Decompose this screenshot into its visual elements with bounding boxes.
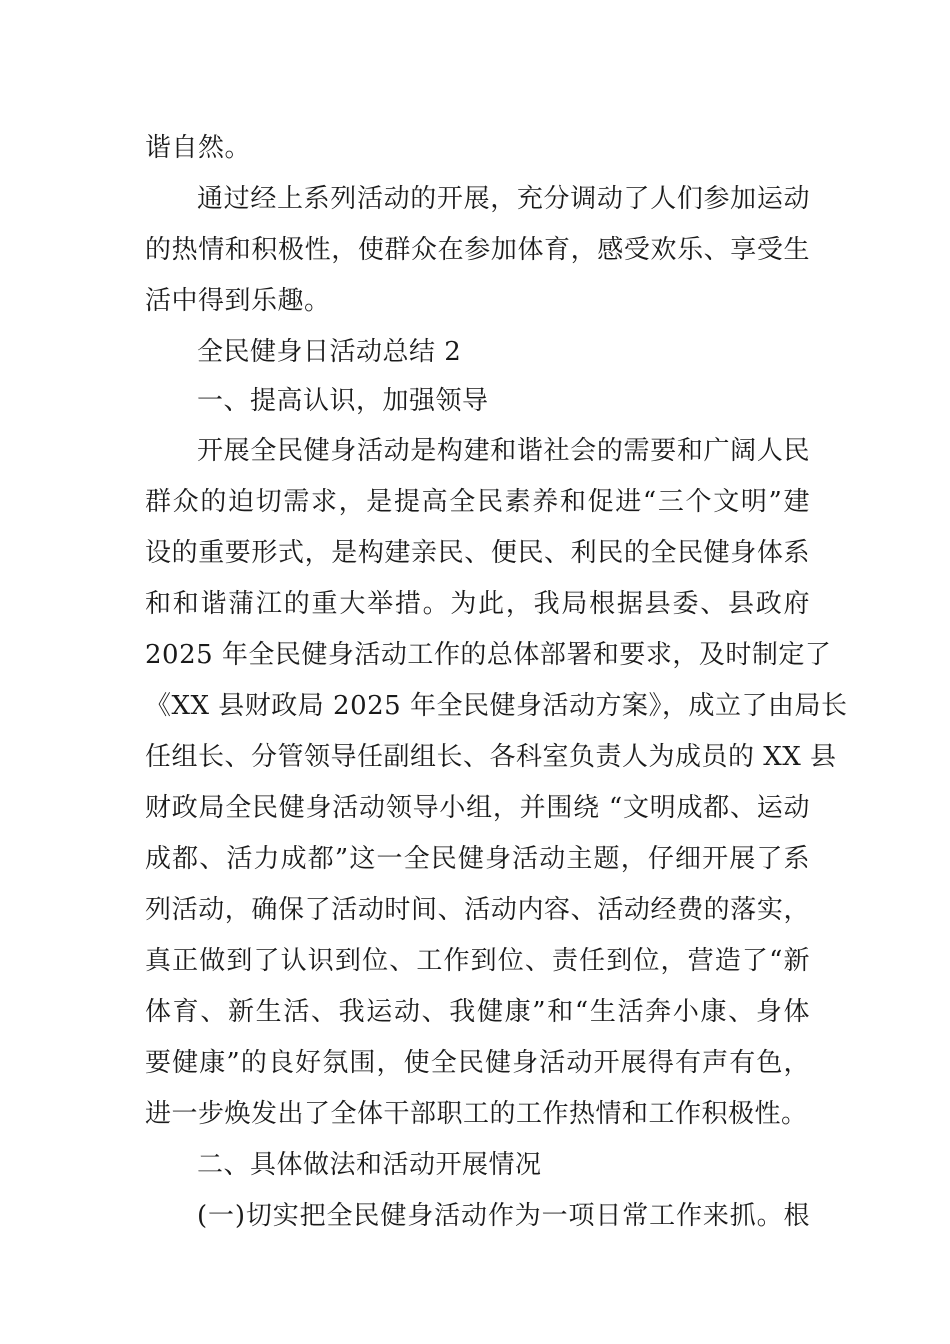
section-heading: 二、具体做法和活动开展情况 — [197, 1150, 542, 1180]
section-title: 全民健身日活动总结 2 — [197, 337, 462, 367]
text-line: 2025 年全民健身活动工作的总体部署和要求，及时制定了 — [145, 640, 832, 670]
paragraph-first-line: 开展全民健身活动是构建和谐社会的需要和广阔人民 — [197, 436, 810, 466]
text-line: 财政局全民健身活动领导小组，并围绕 “文明成都、运动 — [145, 793, 810, 823]
text-line: 《XX 县财政局 2025 年全民健身活动方案》，成立了由局长 — [145, 691, 848, 721]
text-line: 进一步焕发出了全体干部职工的工作热情和工作积极性。 — [145, 1099, 808, 1129]
text-line: 要健康”的良好氛围，使全民健身活动开展得有声有色， — [145, 1048, 810, 1078]
paragraph-first-line: (一)切实把全民健身活动作为一项日常工作来抓。根 — [197, 1201, 810, 1231]
text-line: 群众的迫切需求，是提高全民素养和促进“三个文明”建 — [145, 487, 810, 517]
text-line: 设的重要形式，是构建亲民、便民、利民的全民健身体系 — [145, 538, 810, 568]
text-line: 任组长、分管领导任副组长、各科室负责人为成员的 XX 县 — [145, 742, 837, 772]
text-line: 谐自然。 — [145, 133, 252, 163]
text-line: 的热情和积极性，使群众在参加体育，感受欢乐、享受生 — [145, 235, 810, 265]
text-line: 活中得到乐趣。 — [145, 286, 331, 316]
text-line: 真正做到了认识到位、工作到位、责任到位，营造了“新 — [145, 946, 810, 976]
section-heading: 一、提高认识，加强领导 — [197, 386, 489, 416]
text-line: 列活动，确保了活动时间、活动内容、活动经费的落实， — [145, 895, 810, 925]
text-line: 成都、活力成都”这一全民健身活动主题，仔细开展了系 — [145, 844, 810, 874]
paragraph-first-line: 通过经上系列活动的开展，充分调动了人们参加运动 — [197, 184, 810, 214]
text-line: 体育、新生活、我运动、我健康”和“生活奔小康、身体 — [145, 997, 810, 1027]
text-line: 和和谐蒲江的重大举措。为此，我局根据县委、县政府 — [145, 589, 810, 619]
